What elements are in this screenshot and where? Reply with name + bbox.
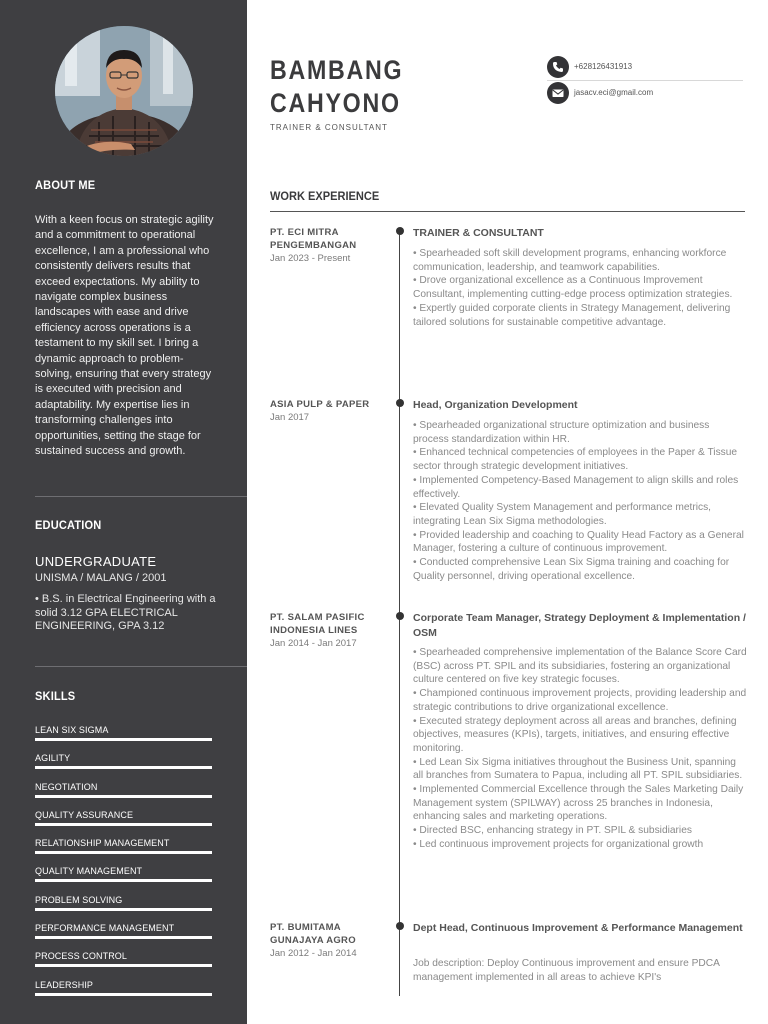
skill-label: QUALITY MANAGEMENT — [35, 866, 143, 877]
first-name: BAMBANG — [270, 55, 404, 85]
job-company: PT. SALAM PASIFIC INDONESIA LINES — [270, 612, 365, 636]
sidebar — [0, 0, 247, 1024]
skill-level-bar — [35, 908, 212, 911]
job-company: PT. BUMITAMA GUNAJAYA AGRO — [270, 922, 356, 946]
job-role: Head, Organization Development — [413, 399, 578, 411]
skill-item — [35, 979, 212, 1007]
job-company: ASIA PULP & PAPER — [270, 399, 370, 410]
last-name: CAHYONO — [270, 88, 401, 118]
timeline-dot — [396, 399, 404, 407]
job-subtitle: TRAINER & CONSULTANT — [270, 123, 388, 132]
skill-level-bar — [35, 879, 212, 882]
skill-label: LEAN SIX SIGMA — [35, 725, 109, 735]
job-company-block — [270, 398, 385, 424]
skill-level-bar — [35, 738, 212, 741]
timeline-dot — [396, 612, 404, 620]
skill-label: AGILITY — [35, 753, 71, 764]
envelope-icon — [547, 82, 569, 104]
skill-label: PROBLEM SOLVING — [35, 894, 123, 905]
full-name — [270, 54, 403, 120]
skill-label: LEADERSHIP — [35, 979, 94, 990]
section-rule — [270, 211, 745, 212]
email-address[interactable]: jasacv.eci@gmail.com — [574, 88, 654, 97]
skill-item — [35, 950, 212, 978]
phone-number[interactable]: +628126431913 — [574, 62, 633, 71]
education-detail: • B.S. in Electrical Engineering with a solid 3.12 GPA ELECTRICAL ENGINEERING, GPA 3.12 — [35, 593, 216, 633]
skill-label: PROCESS CONTROL — [35, 951, 128, 962]
skill-item — [35, 894, 212, 922]
profile-photo — [55, 26, 193, 156]
job-description: Job description: Deploy Continuous improvement and ensure PDCA management implemented in all areas to achieve KPI's — [413, 958, 720, 983]
education-title: EDUCATION — [35, 518, 102, 532]
timeline-dot — [396, 922, 404, 930]
divider — [35, 666, 247, 667]
skills-list — [35, 724, 212, 1007]
contact-email[interactable] — [547, 82, 743, 106]
skill-level-bar — [35, 993, 212, 996]
job-description: • Spearheaded soft skill development programs, enhancing workforce communication, leadership, and teamwork capabilities. • Drove organizational excellence as a Continuous Improvement Consultant, implementing cutting-edge process optimization strategies. • Expertly guided corporate clients in Strategy Management, delivering tailored solutions for sustainable competitive advantage. — [413, 248, 733, 328]
timeline-dot — [396, 227, 404, 235]
job-description: • Spearheaded organizational structure optimization and business process standardization within HR. • Enhanced technical competencies of employees in the Paper & Tissue sector through strategic development initiatives. • Implemented Competency-Based Management to align skills and roles effectively. • Elevated Quality System Management and performance metrics, integrating Lean Six Sigma methodologies. • Provided leadership and coaching to Quality Head Factory as a General Manager, fostering a culture of continuous improvement. • Conducted comprehensive Lean Six Sigma training and coaching for Quality personnel, driving operational excellence. — [413, 420, 744, 582]
education-degree: UNDERGRADUATE — [35, 554, 157, 569]
contact-divider — [547, 80, 743, 81]
skill-item — [35, 865, 212, 893]
skill-level-bar — [35, 964, 212, 967]
contact-phone[interactable] — [547, 56, 743, 80]
skill-level-bar — [35, 823, 212, 826]
divider — [35, 496, 247, 497]
skills-title: SKILLS — [35, 689, 76, 703]
job-company: PT. ECI MITRA PENGEMBANGAN — [270, 227, 357, 251]
skill-label: PERFORMANCE MANAGEMENT — [35, 923, 175, 934]
skill-label: QUALITY ASSURANCE — [35, 809, 134, 820]
skill-level-bar — [35, 936, 212, 939]
job-company-block — [270, 611, 385, 650]
education-school: UNISMA / MALANG / 2001 — [35, 572, 167, 584]
about-title: ABOUT ME — [35, 178, 96, 192]
skill-level-bar — [35, 795, 212, 798]
about-text: With a keen focus on strategic agility and a commitment to operational excellence, I am a professional who consistently delivers results that exceed expectations. My ability to navigate complex business landscapes with ease and drive efficiency across operations is a testament to my skill set. I bring a dynamic approach to problem-solving, ensuring that every strategy is executed with precision and adaptability. My expertise lies in transforming challenges into opportunities, setting the stage for sustained success and growth. — [35, 214, 214, 458]
skill-label: NEGOTIATION — [35, 781, 98, 792]
job-period: Jan 2012 - Jan 2014 — [270, 948, 357, 959]
skill-item — [35, 781, 212, 809]
skill-item — [35, 809, 212, 837]
work-experience-title: WORK EXPERIENCE — [270, 189, 380, 203]
job-description: • Spearheaded comprehensive implementation of the Balance Score Card (BSC) across PT. SPIL and its subsidiaries, fostering an organizational culture centered on five key strategic focuses. • Championed continuous improvement projects, providing leadership and strategic contributions to drive organizational excellence. • Executed strategy deployment across all areas and branches, defining objectives, measures (KPIs), targets, initiatives, and ensuring effective monitoring. • Led Lean Six Sigma initiatives throughout the Business Unit, spanning all branches from Sumatera to Papua, including all PT. SPIL subsidiaries. • Implemented Commercial Excellence through the Sales Marketing Daily Management system (SPILWAY) across 25 branches in Indonesia, enhancing sales and marketing operations. • Directed BSC, enhancing strategy in PT. SPIL & subsidiaries • Led continuous improvement projects for organizational growth — [413, 647, 747, 850]
skill-item — [35, 837, 212, 865]
phone-icon — [547, 56, 569, 78]
job-period: Jan 2023 - Present — [270, 253, 351, 264]
skill-label: RELATIONSHIP MANAGEMENT — [35, 838, 170, 849]
skill-level-bar — [35, 766, 212, 769]
skill-item — [35, 724, 212, 752]
job-period: Jan 2017 — [270, 412, 310, 423]
job-role: TRAINER & CONSULTANT — [413, 227, 544, 239]
job-period: Jan 2014 - Jan 2017 — [270, 638, 357, 649]
job-company-block — [270, 226, 385, 265]
job-company-block — [270, 921, 385, 960]
skill-level-bar — [35, 851, 212, 854]
profile-photo-illustration — [55, 26, 193, 156]
job-role: Dept Head, Continuous Improvement & Performance Management — [413, 922, 743, 934]
skill-item — [35, 752, 212, 780]
job-role: Corporate Team Manager, Strategy Deployment & Implementation / OSM — [413, 612, 746, 639]
skill-item — [35, 922, 212, 950]
